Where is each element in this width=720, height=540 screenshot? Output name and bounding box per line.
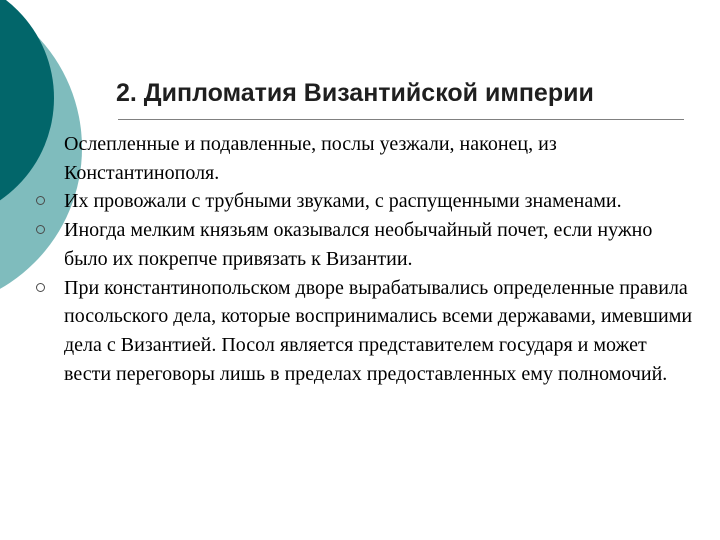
circle-bullet-icon	[36, 283, 45, 292]
title-underline	[118, 119, 684, 120]
bullet-text: При константинопольском дворе вырабатывались определенные правила посольского дела, которые воспринимались всеми державами, имевшими дела с Византией. Посол является представителем государя и может вести переговоры лишь в пределах предоставленных ему полномочий.	[64, 276, 693, 385]
bullet-item	[36, 274, 696, 389]
bullet-item	[36, 187, 696, 216]
bullet-text: Ослепленные и подавленные, послы уезжали, наконец, из Константинополя.	[64, 133, 557, 184]
circle-bullet-icon	[36, 225, 45, 234]
bullet-list	[36, 130, 696, 388]
bullet-text: Их провожали с трубными звуками, с распущенными знаменами.	[64, 190, 622, 213]
circle-bullet-icon	[36, 196, 45, 205]
bullet-item	[36, 130, 696, 187]
slide-title: 2. Дипломатия Византийской империи	[116, 79, 594, 107]
bullet-item	[36, 216, 696, 273]
bullet-text: Иногда мелким князьям оказывался необычайный почет, если нужно было их покрепче привязать к Византии.	[64, 219, 653, 270]
